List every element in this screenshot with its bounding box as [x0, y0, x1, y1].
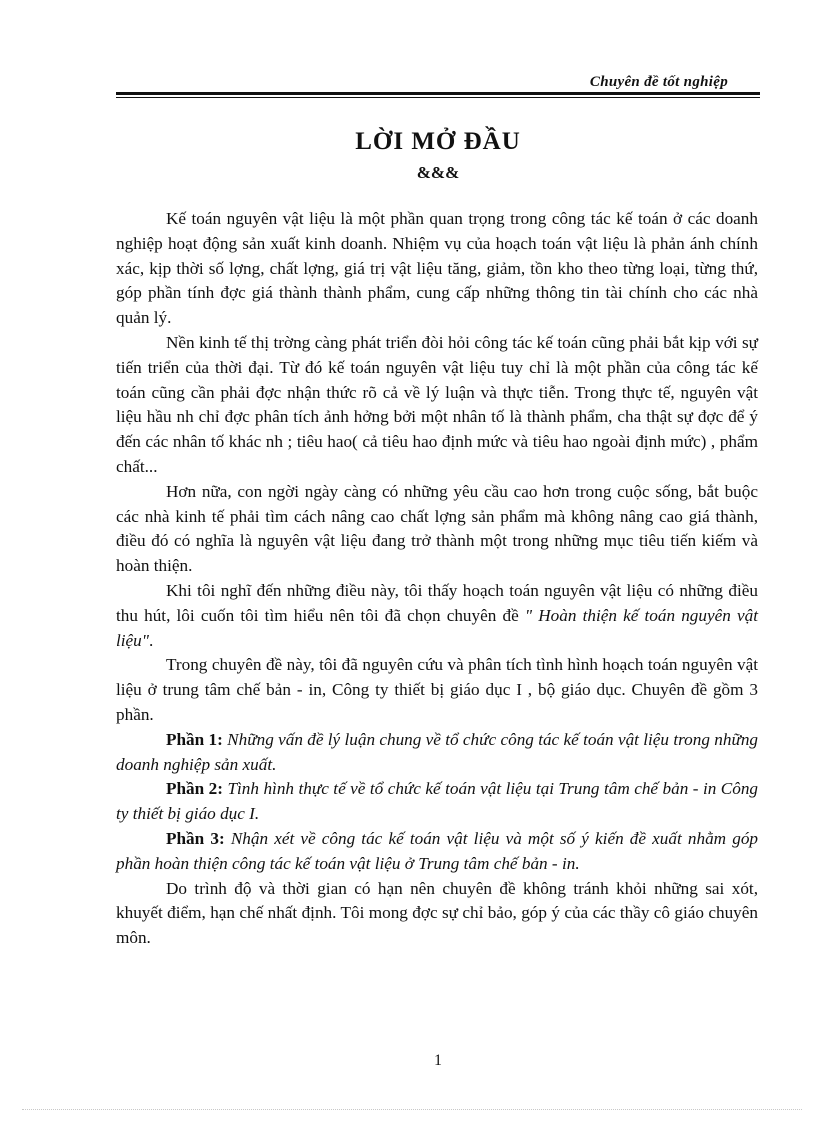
paragraph-4: [116, 579, 758, 653]
header-rule-thin: [116, 97, 760, 98]
page-title: LỜI MỞ ĐẦU: [355, 128, 521, 155]
closing-paragraph: Do trình độ và thời gian có hạn nên chuyên đề không tránh khỏi những sai xót, khuyết điểm, hạn chế nhất định. Tôi mong đợc sự chỉ bảo, góp ý của các thầy cô giáo chuyên môn.: [116, 878, 758, 948]
paragraph-4-topic: " Hoàn thiện kế toán nguyên vật liệu": [116, 605, 758, 650]
paragraph-1: Kế toán nguyên vật liệu là một phần quan trọng trong công tác kế toán ở các doanh nghiệp hoạt động sản xuất kinh doanh. Nhiệm vụ của hoạch toán vật liệu là phản ánh chính xác, kịp thời số lợng, chất lợng, giá trị vật liệu tăng, giảm, tồn kho theo từng loại, từng thứ, góp phần tính đợc giá thành thành phẩm, cung cấp những thông tin tài chính cho các nhà quản lý.: [116, 209, 758, 328]
part-2: [116, 777, 758, 827]
part-1-label: Phần 1:: [166, 729, 223, 749]
paragraph-4-end: .: [149, 630, 154, 650]
paragraph-3: Hơn nữa, con ngời ngày càng có những yêu cầu cao hơn trong cuộc sống, bắt buộc các nhà kinh tế phải tìm cách nâng cao chất lợng sản phẩm mà không nâng cao giá thành, điều đó có nghĩa là nguyên vật liệu đang trở thành một trong những mục tiêu tiến kiếm và hoàn thiện.: [116, 481, 758, 576]
part-3-label: Phần 3:: [166, 828, 225, 848]
header-running-title: Chuyên đề tốt nghiệp: [589, 74, 728, 90]
part-1: [116, 728, 758, 778]
part-3: [116, 827, 758, 877]
page-number: 1: [434, 1052, 442, 1069]
part-1-text: Những vấn đề lý luận chung về tổ chức công tác kế toán vật liệu trong những doanh nghiệp sản xuất.: [116, 729, 759, 774]
page-subtitle: &&&: [416, 163, 460, 182]
part-3-text: Nhận xét về công tác kế toán vật liệu và một số ý kiến đề xuất nhằm góp phần hoàn thiện công tác kế toán vật liệu ở Trung tâm chế bản - in.: [116, 828, 759, 873]
paragraph-5: Trong chuyên đề này, tôi đã nguyên cứu và phân tích tình hình hoạch toán nguyên vật liệu ở trung tâm chế bản - in, Công ty thiết bị giáo dục I , bộ giáo dục. Chuyên đề gồm 3 phần.: [116, 655, 758, 724]
part-2-label: Phần 2:: [166, 779, 223, 799]
header-rule-thick: [116, 92, 760, 95]
part-2-text: Tình hình thực tế về tổ chức kế toán vật liệu tại Trung tâm chế bản - in Công ty thiết bị giáo dục I.: [116, 779, 759, 824]
paragraph-4-text: Khi tôi nghĩ đến những điều này, tôi thấy hoạch toán nguyên vật liệu có những điều thu hút, lôi cuốn tôi tìm hiểu nên tôi đã chọn chuyên đề: [116, 580, 758, 625]
document-body: [116, 207, 758, 951]
paragraph-2: Nền kinh tế thị trờng càng phát triển đòi hỏi công tác kế toán cũng phải bắt kịp với sự tiến triển của thời đại. Từ đó kế toán nguyên vật liệu tuy chỉ là một phần của công tác kế toán cũng cần phải đợc nhận thức rõ cả về lý luận và thực tiễn. Trong thực tế, nguyên vật liệu hầu nh chỉ đợc phân tích ảnh hởng bởi một nhân tố là thành phẩm, cha thật sự đợc để ý đến các nhân tố khác nh ; tiêu hao( cả tiêu hao định mức và tiêu hao ngoài định mức) , phẩm chất...: [116, 332, 758, 476]
page-bottom-divider: [22, 1109, 802, 1110]
